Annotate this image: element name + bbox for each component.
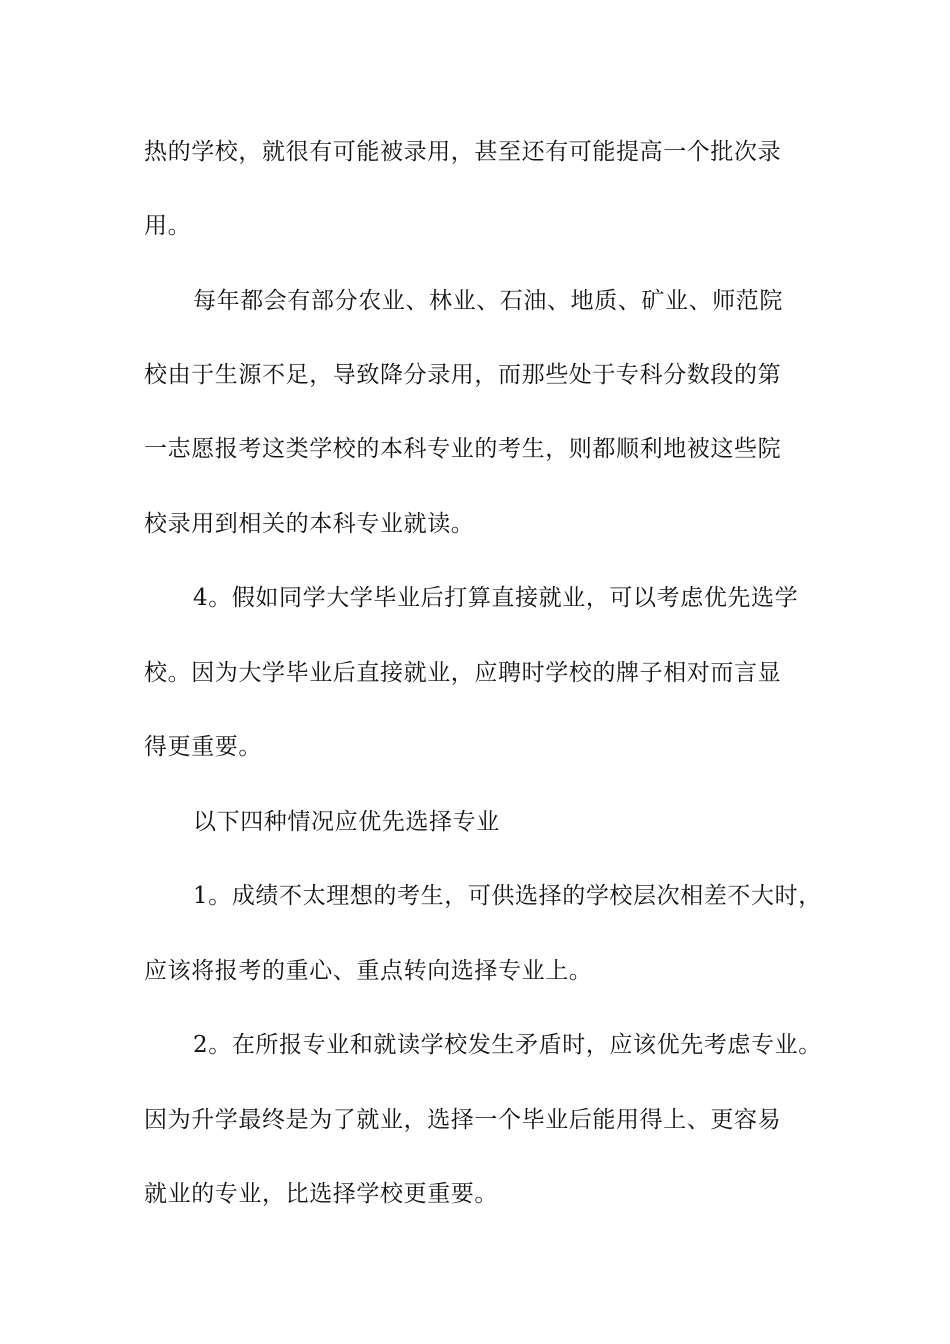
text-line: 热的学校，就很有可能被录用，甚至还有可能提高一个批次录 (144, 139, 782, 165)
text-line: 校录用到相关的本科专业就读。 (144, 511, 475, 537)
text-line: 校由于生源不足，导致降分录用，而那些处于专科分数段的第 (144, 362, 782, 388)
section-heading: 以下四种情况应优先选择专业 (193, 809, 500, 835)
paragraph-start-line: 2。在所报专业和就读学校发生矛盾时，应该优先考虑专业。 (193, 1032, 822, 1058)
text-line: 得更重要。 (144, 734, 262, 760)
text-line: 因为升学最终是为了就业，选择一个毕业后能用得上、更容易 (144, 1107, 782, 1133)
text-line: 应该将报考的重心、重点转向选择专业上。 (144, 958, 593, 984)
text-line: 校。因为大学毕业后直接就业，应聘时学校的牌子相对而言显 (144, 660, 782, 686)
text-line: 用。 (144, 213, 192, 239)
paragraph-start-line: 1。成绩不太理想的考生，可供选择的学校层次相差不大时， (193, 883, 822, 909)
text-line: 一志愿报考这类学校的本科专业的考生，则都顺利地被这些院 (144, 436, 782, 462)
text-line: 就业的专业，比选择学校更重要。 (144, 1181, 498, 1207)
paragraph-start-line: 4。假如同学大学毕业后打算直接就业，可以考虑优先选学 (193, 585, 799, 611)
paragraph-start-line: 每年都会有部分农业、林业、石油、地质、矿业、师范院 (193, 288, 783, 314)
